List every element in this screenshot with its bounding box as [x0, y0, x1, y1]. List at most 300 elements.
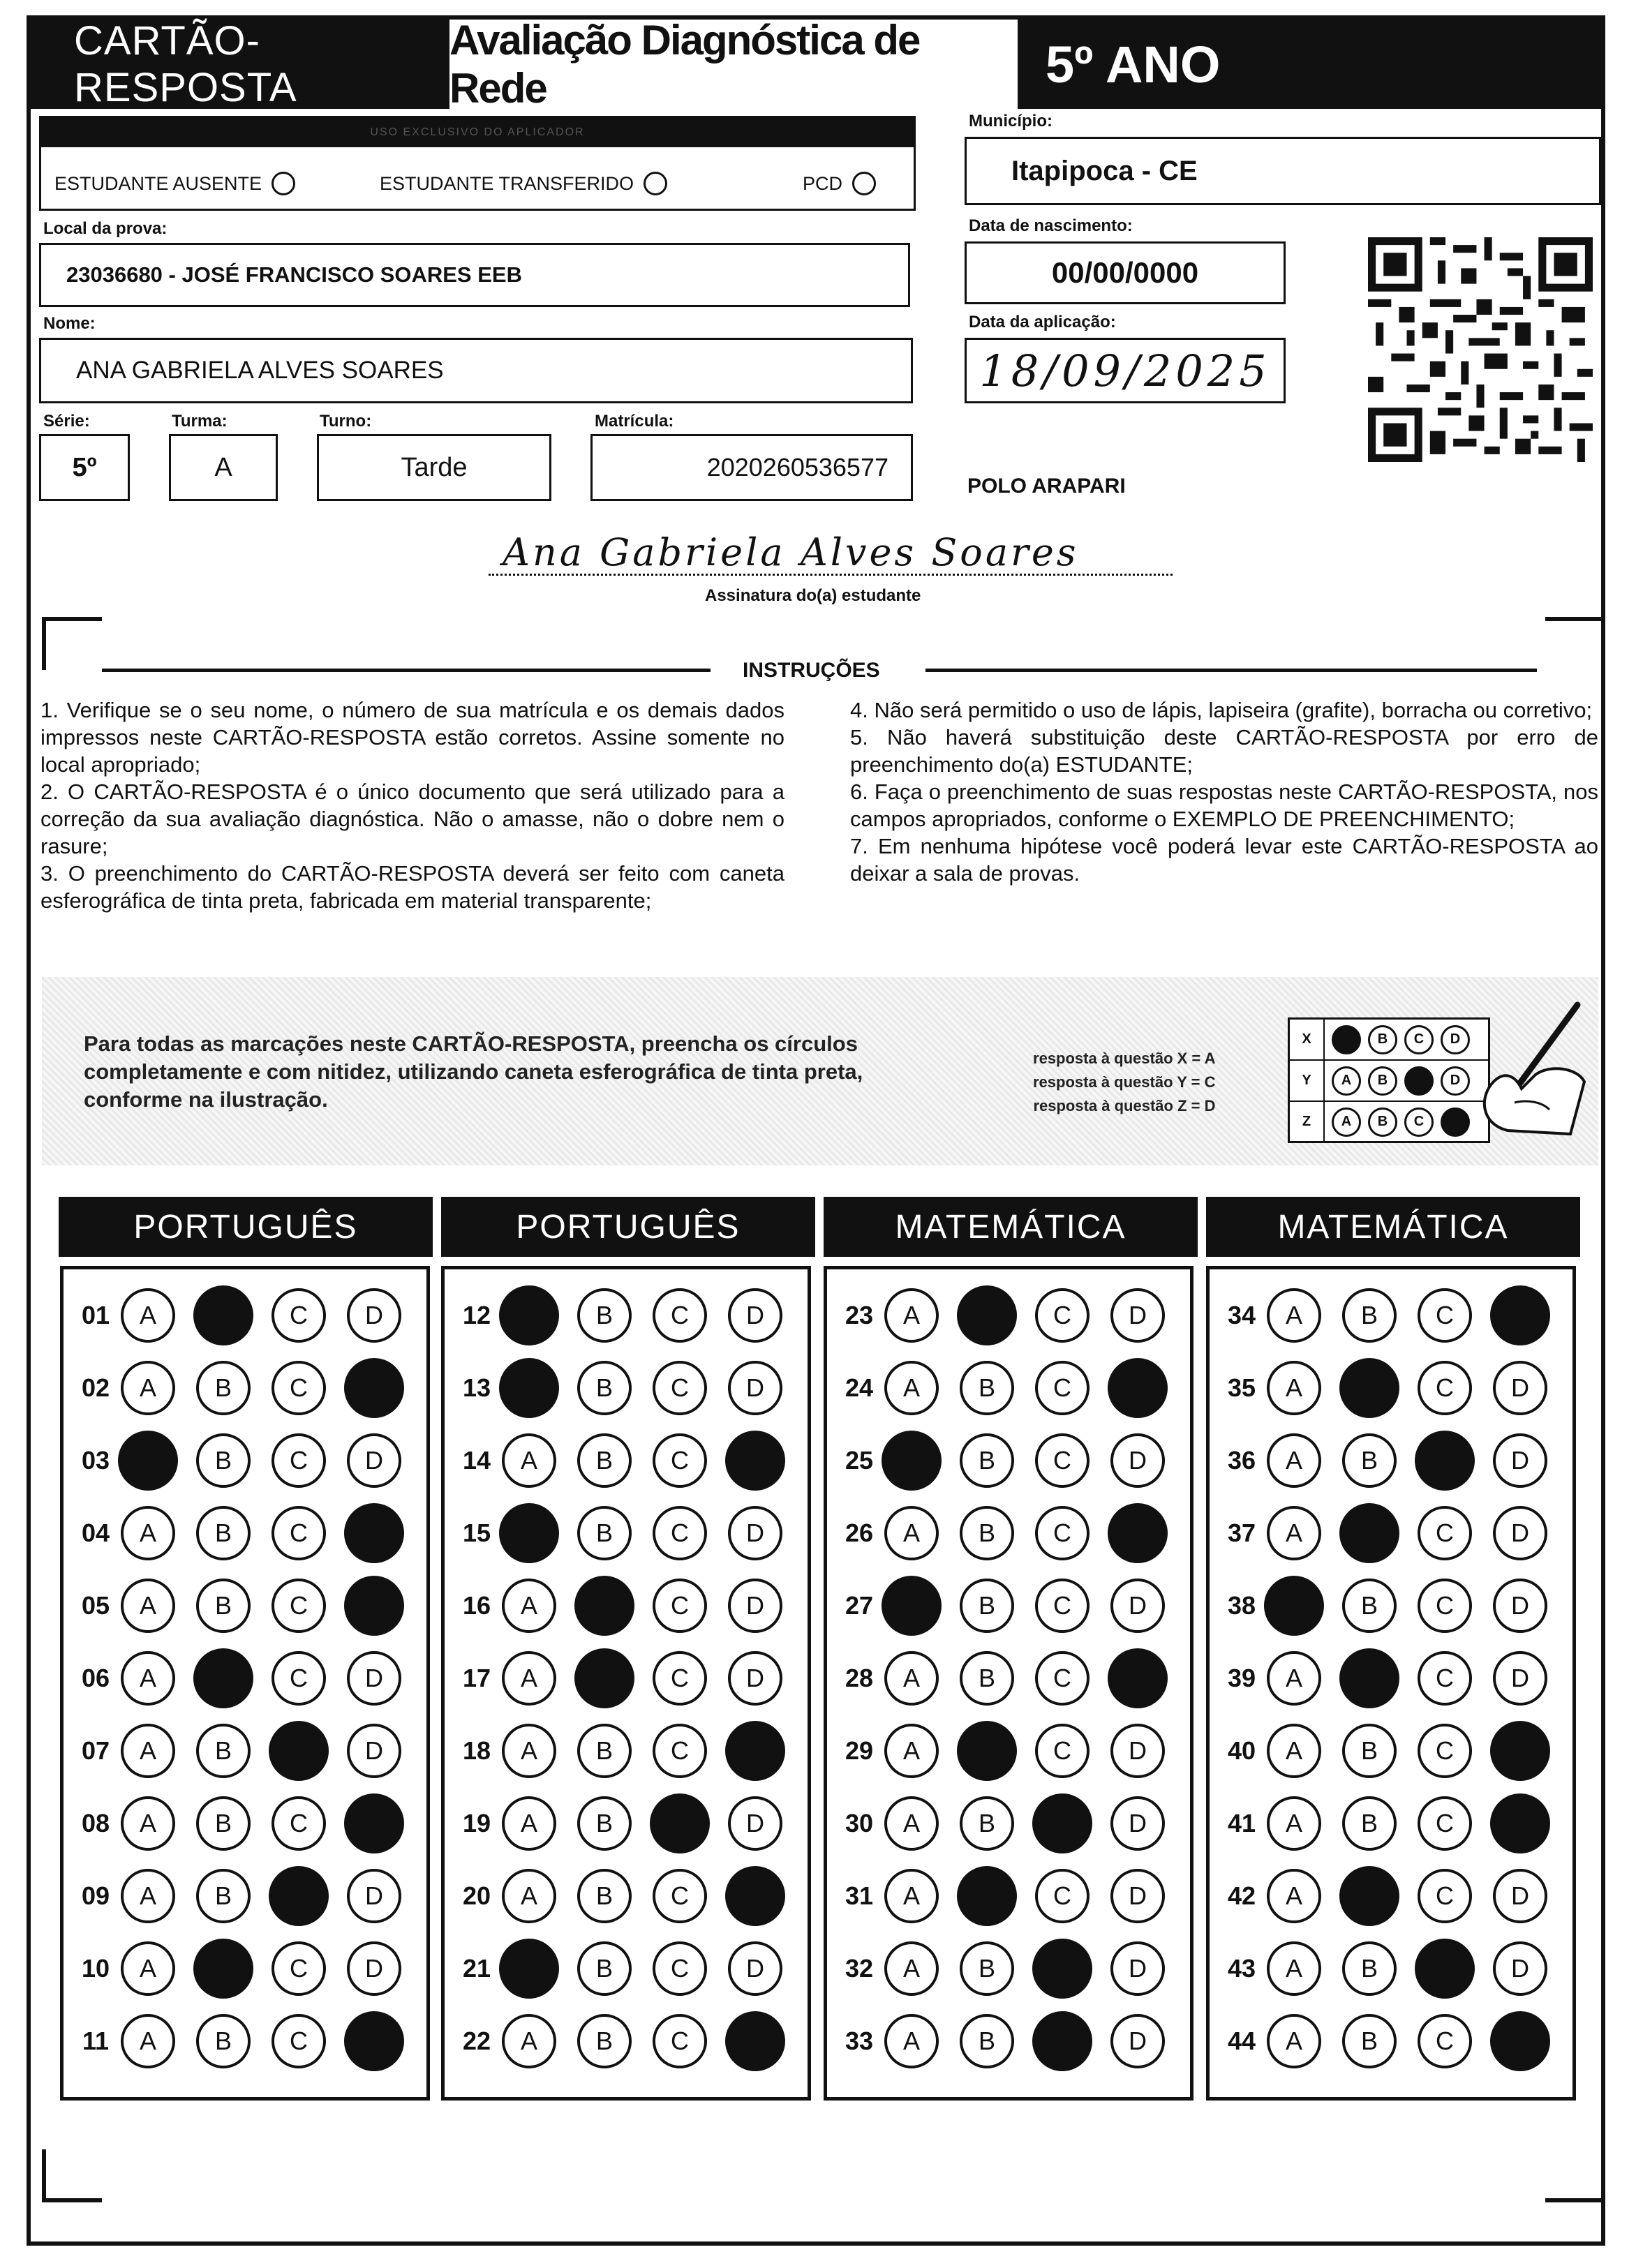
example-grid	[1288, 1017, 1490, 1143]
answer-bubble-d[interactable]: D	[347, 1288, 401, 1343]
exam-title: Avaliação Diagnóstica de Rede	[449, 20, 1018, 109]
answer-bubble-c[interactable]: C	[653, 1288, 707, 1343]
question-number: 27	[845, 1591, 874, 1620]
question-row	[64, 1715, 426, 1787]
answer-bubble-c[interactable]: C	[653, 1651, 707, 1706]
answer-bubble-c[interactable]: C	[272, 1579, 326, 1633]
example-text: Para todas as marcações neste CARTÃO-RESPOSTA, preencha os círculos completamente e com nitidez, utilizando caneta esferográfica de tinta preta, conforme na ilustração.	[84, 1031, 863, 1112]
answer-bubble-c[interactable]: C	[1418, 1724, 1472, 1778]
answer-bubble-d[interactable]: D	[1110, 1724, 1165, 1778]
answer-bubble-a[interactable]: A	[502, 2014, 556, 2068]
answer-bubble-a[interactable]: A	[502, 1869, 556, 1923]
question-row	[1210, 1715, 1572, 1787]
answer-bubble-d[interactable]: D	[347, 1433, 401, 1488]
answer-bubble-b[interactable]: B	[196, 1796, 251, 1851]
question-row	[64, 1932, 426, 2005]
question-row	[1210, 1932, 1572, 2005]
turno-field: Tarde	[317, 434, 551, 501]
answer-bubble-d[interactable]: D	[344, 1793, 404, 1853]
answer-bubble-a[interactable]: A	[1267, 1361, 1321, 1415]
question-row	[64, 1279, 426, 1352]
example-legend	[1033, 1047, 1215, 1118]
example-legend-x: resposta à questão X = A	[1033, 1050, 1216, 1067]
answer-bubble-b[interactable]: B	[193, 1648, 253, 1708]
answer-bubble-b[interactable]: B	[1342, 1579, 1397, 1633]
question-number: 39	[1227, 1664, 1256, 1692]
instruction-4: 4. Não será permitido o uso de lápis, lapiseira (grafite), borracha ou corretivo;	[850, 698, 1593, 722]
answer-bubble-d[interactable]: D	[344, 1576, 404, 1636]
question-number: 23	[845, 1301, 874, 1329]
answer-bubble-a[interactable]: A	[884, 1361, 939, 1415]
nome-label: Nome:	[43, 314, 96, 333]
answer-bubble-c[interactable]: C	[272, 1506, 326, 1560]
answer-bubble-c[interactable]: C	[272, 1796, 326, 1851]
answer-bubble-a[interactable]: A	[121, 2014, 175, 2068]
example-question: X	[1290, 1020, 1325, 1059]
question-row	[827, 2005, 1190, 2077]
question-number: 31	[845, 1881, 874, 1910]
question-row	[827, 1860, 1190, 1932]
answer-bubble-b[interactable]: B	[577, 1288, 632, 1343]
answer-bubble-a[interactable]: A	[502, 1651, 556, 1706]
question-number: 43	[1227, 1954, 1256, 1983]
answer-bubble-d[interactable]: D	[1493, 1579, 1547, 1633]
answer-bubble-d[interactable]: D	[1490, 1793, 1550, 1853]
answer-bubble-c[interactable]: C	[653, 1506, 707, 1560]
answer-bubble-a[interactable]: A	[502, 1433, 556, 1488]
answer-bubble-a[interactable]: A	[884, 1941, 939, 1996]
answer-bubble-d[interactable]: D	[1493, 1941, 1547, 1996]
question-number: 34	[1227, 1301, 1256, 1329]
answer-bubble-d[interactable]: D	[728, 1506, 782, 1560]
question-row	[1210, 2005, 1572, 2077]
answer-bubble-d[interactable]: D	[728, 1941, 782, 1996]
answer-bubble-a[interactable]: A	[884, 2014, 939, 2068]
answer-bubble-b[interactable]: B	[1342, 1724, 1397, 1778]
answer-bubble-a[interactable]: A	[502, 1796, 556, 1851]
question-row	[827, 1424, 1190, 1497]
question-number: 09	[81, 1881, 110, 1910]
question-row	[445, 1642, 808, 1715]
question-number: 36	[1227, 1446, 1256, 1475]
answer-bubble-a[interactable]: A	[499, 1503, 559, 1563]
answer-bubble-b[interactable]: B	[960, 1796, 1014, 1851]
answer-bubble-b[interactable]: B	[1342, 1796, 1397, 1851]
answer-bubble-a[interactable]: A	[1267, 1724, 1321, 1778]
answer-bubble-b[interactable]: B	[1342, 1433, 1397, 1488]
answer-bubble-b[interactable]: B	[1342, 1941, 1397, 1996]
question-row	[445, 1715, 808, 1787]
question-row	[827, 1279, 1190, 1352]
answer-bubble-c[interactable]: C	[1418, 1579, 1472, 1633]
answer-bubble-c[interactable]: C	[272, 1433, 326, 1488]
answer-bubble-d[interactable]: D	[1490, 1721, 1550, 1781]
question-row	[1210, 1497, 1572, 1569]
signature-line	[489, 574, 1173, 576]
answer-bubble-c[interactable]: C	[1035, 1651, 1090, 1706]
question-number: 25	[845, 1446, 874, 1475]
question-number: 11	[82, 2027, 110, 2055]
answer-bubble-d[interactable]: D	[347, 1651, 401, 1706]
instruction-5: 5. Não haverá substituição deste CARTÃO-RESPOSTA por erro de preenchimento do(a) ESTUDANTE;	[850, 725, 1598, 777]
answer-bubble-a[interactable]: A	[1267, 1869, 1321, 1923]
answer-bubble-c[interactable]: C	[1035, 1724, 1090, 1778]
question-row	[64, 1424, 426, 1497]
example-bubble-b: B	[1368, 1025, 1397, 1054]
answer-bubble-b[interactable]: B	[577, 1433, 632, 1488]
answer-bubble-a[interactable]: A	[1267, 1433, 1321, 1488]
answer-bubble-d[interactable]: D	[1108, 1503, 1168, 1563]
answer-bubble-b[interactable]: B	[196, 1869, 251, 1923]
answer-bubble-c[interactable]: C	[653, 1433, 707, 1488]
answer-bubble-d[interactable]: D	[725, 1721, 785, 1781]
qr-code	[1368, 237, 1593, 462]
answer-bubble-b[interactable]: B	[577, 1941, 632, 1996]
example-bubble-d: D	[1441, 1066, 1470, 1096]
answer-bubble-a[interactable]: A	[502, 1579, 556, 1633]
serie-field: 5º	[39, 434, 130, 501]
answer-bubble-a[interactable]: A	[121, 1288, 175, 1343]
answer-bubble-b[interactable]: B	[196, 1361, 251, 1415]
answer-bubble-c[interactable]: C	[1418, 1361, 1472, 1415]
handwritten-signature: Ana Gabriela Alves Soares	[503, 530, 1079, 574]
example-question: Z	[1290, 1102, 1325, 1142]
answer-bubble-b[interactable]: B	[960, 1579, 1014, 1633]
answer-bubble-a[interactable]: A	[1267, 1796, 1321, 1851]
answer-bubble-c[interactable]: C	[1415, 1939, 1475, 1999]
question-number: 03	[81, 1446, 110, 1475]
question-row	[445, 1424, 808, 1497]
question-row	[1210, 1279, 1572, 1352]
answer-bubble-c[interactable]: C	[653, 1724, 707, 1778]
answer-bubble-b[interactable]: B	[957, 1285, 1017, 1345]
answer-bubble-b[interactable]: B	[574, 1576, 634, 1636]
answer-bubble-c[interactable]: C	[272, 1288, 326, 1343]
answer-bubble-c[interactable]: C	[653, 1579, 707, 1633]
question-number: 21	[462, 1954, 491, 1983]
section-header-4: MATEMÁTICA	[1206, 1197, 1580, 1257]
answer-bubble-b[interactable]: B	[196, 1579, 251, 1633]
turma-field: A	[169, 434, 278, 501]
answer-bubble-c[interactable]: C	[1035, 1361, 1090, 1415]
answer-bubble-a[interactable]: A	[121, 1361, 175, 1415]
question-row	[445, 1497, 808, 1569]
instruction-7: 7. Em nenhuma hipótese você poderá levar este CARTÃO-RESPOSTA ao deixar a sala de provas.	[850, 834, 1598, 886]
grade-title: 5º ANO	[1018, 20, 1601, 109]
instruction-2: 2. O CARTÃO-RESPOSTA é o único documento que será utilizado para a correção da sua avaliação diagnóstica. Não o amasse, não o dobre nem o rasure;	[40, 779, 784, 858]
answer-bubble-d[interactable]: D	[347, 1941, 401, 1996]
question-row	[64, 1497, 426, 1569]
absent-option[interactable]	[54, 172, 295, 195]
answer-bubble-c[interactable]: C	[1418, 1796, 1472, 1851]
answer-bubble-b[interactable]: B	[957, 1866, 1017, 1926]
question-number: 08	[81, 1809, 110, 1837]
pcd-option[interactable]	[803, 172, 876, 195]
answer-bubble-a[interactable]: A	[1267, 2014, 1321, 2068]
answer-bubble-a[interactable]: A	[121, 1724, 175, 1778]
answer-grid-3	[824, 1266, 1193, 2101]
answer-bubble-b[interactable]: B	[193, 1285, 253, 1345]
answer-bubble-a[interactable]: A	[1264, 1576, 1324, 1636]
answer-bubble-a[interactable]: A	[1267, 1506, 1321, 1560]
instructions-rule-right	[925, 669, 1537, 672]
corner-mark-top-left	[42, 617, 102, 670]
question-number: 13	[462, 1373, 491, 1402]
answer-bubble-b[interactable]: B	[577, 1506, 632, 1560]
answer-bubble-a[interactable]: A	[121, 1869, 175, 1923]
answer-bubble-a[interactable]: A	[121, 1506, 175, 1560]
answer-bubble-a[interactable]: A	[882, 1431, 942, 1491]
answer-bubble-d[interactable]: D	[1110, 1941, 1165, 1996]
question-row	[827, 1787, 1190, 1860]
answer-bubble-c[interactable]: C	[269, 1721, 329, 1781]
answer-bubble-d[interactable]: D	[728, 1651, 782, 1706]
local-field: 23036680 - JOSÉ FRANCISCO SOARES EEB	[39, 243, 910, 307]
answer-bubble-c[interactable]: C	[1035, 1288, 1090, 1343]
absent-radio[interactable]	[272, 172, 295, 195]
answer-bubble-a[interactable]: A	[884, 1869, 939, 1923]
answer-bubble-d[interactable]: D	[1108, 1358, 1168, 1418]
answer-bubble-b[interactable]: B	[196, 1433, 251, 1488]
question-number: 04	[81, 1519, 110, 1547]
nascimento-label: Data de nascimento:	[969, 216, 1133, 235]
transferred-label: ESTUDANTE TRANSFERIDO	[380, 172, 634, 194]
answer-bubble-d[interactable]: D	[725, 1866, 785, 1926]
answer-bubble-b[interactable]: B	[957, 1721, 1017, 1781]
answer-bubble-b[interactable]: B	[193, 1939, 253, 1999]
answer-bubble-c[interactable]: C	[272, 1651, 326, 1706]
question-number: 24	[845, 1373, 874, 1402]
answer-bubble-d[interactable]: D	[728, 1796, 782, 1851]
question-number: 15	[462, 1519, 491, 1547]
answer-bubble-b[interactable]: B	[1342, 2014, 1397, 2068]
answer-bubble-a[interactable]: A	[121, 1579, 175, 1633]
answer-bubble-b[interactable]: B	[960, 1941, 1014, 1996]
instruction-3: 3. O preenchimento do CARTÃO-RESPOSTA deverá ser feito com caneta esferográfica de tinta preta, fabricada em material transparente;	[40, 861, 784, 913]
answer-bubble-d[interactable]: D	[344, 1358, 404, 1418]
aplicacao-label: Data da aplicação:	[969, 313, 1116, 331]
answer-bubble-c[interactable]: C	[1032, 1939, 1092, 1999]
municipio-field: Itapipoca - CE	[965, 137, 1601, 205]
answer-bubble-b[interactable]: B	[196, 1506, 251, 1560]
answer-bubble-c[interactable]: C	[1032, 2011, 1092, 2071]
nome-field: ANA GABRIELA ALVES SOARES	[39, 338, 913, 403]
example-bubble-a: A	[1332, 1066, 1361, 1096]
answer-bubble-c[interactable]: C	[272, 1941, 326, 1996]
answer-bubble-d[interactable]: D	[1493, 1361, 1547, 1415]
question-number: 40	[1227, 1736, 1256, 1765]
question-row	[1210, 1569, 1572, 1642]
example-bubble-c: C	[1404, 1025, 1434, 1054]
example-bubble-a: A	[1332, 1107, 1361, 1137]
answer-bubble-d[interactable]: D	[347, 1869, 401, 1923]
answer-bubble-a[interactable]: A	[882, 1576, 942, 1636]
question-row	[445, 1787, 808, 1860]
answer-bubble-b[interactable]: B	[1339, 1358, 1399, 1418]
answer-bubble-b[interactable]: B	[1339, 1866, 1399, 1926]
answer-bubble-c[interactable]: C	[272, 2014, 326, 2068]
answer-bubble-b[interactable]: B	[960, 1433, 1014, 1488]
example-bubble-b: B	[1368, 1066, 1397, 1096]
answer-bubble-b[interactable]: B	[577, 1724, 632, 1778]
answer-bubble-b[interactable]: B	[577, 1361, 632, 1415]
example-bubble-c: C	[1404, 1066, 1434, 1096]
question-row	[445, 1932, 808, 2005]
question-number: 14	[462, 1446, 491, 1475]
answer-bubble-a[interactable]: A	[121, 1941, 175, 1996]
instructions-right	[850, 696, 1598, 887]
answer-bubble-d[interactable]: D	[347, 1724, 401, 1778]
answer-bubble-b[interactable]: B	[960, 1506, 1014, 1560]
transferred-option[interactable]	[380, 172, 667, 195]
question-row	[445, 1279, 808, 1352]
question-number: 06	[81, 1664, 110, 1692]
answer-bubble-d[interactable]: D	[1110, 1579, 1165, 1633]
answer-bubble-c[interactable]: C	[269, 1866, 329, 1926]
pcd-radio[interactable]	[852, 172, 876, 195]
answer-bubble-b[interactable]: B	[577, 1796, 632, 1851]
answer-bubble-d[interactable]: D	[725, 2011, 785, 2071]
instructions-rule-left	[102, 669, 711, 672]
question-number: 12	[462, 1301, 491, 1329]
answer-bubble-a[interactable]: A	[1267, 1288, 1321, 1343]
question-number: 38	[1227, 1591, 1256, 1620]
question-row	[827, 1932, 1190, 2005]
answer-bubble-b[interactable]: B	[1342, 1288, 1397, 1343]
answer-bubble-c[interactable]: C	[1418, 1651, 1472, 1706]
instruction-1: 1. Verifique se o seu nome, o número de sua matrícula e os demais dados impressos neste CARTÃO-RESPOSTA estão corretos. Assine somente no local apropriado;	[40, 698, 784, 777]
answer-bubble-b[interactable]: B	[960, 1651, 1014, 1706]
answer-bubble-c[interactable]: C	[653, 1361, 707, 1415]
answer-bubble-b[interactable]: B	[1339, 1648, 1399, 1708]
answer-bubble-b[interactable]: B	[577, 1869, 632, 1923]
answer-bubble-a[interactable]: A	[121, 1651, 175, 1706]
answer-bubble-d[interactable]: D	[1108, 1648, 1168, 1708]
answer-bubble-a[interactable]: A	[884, 1651, 939, 1706]
answer-bubble-a[interactable]: A	[884, 1288, 939, 1343]
answer-bubble-d[interactable]: D	[1110, 1433, 1165, 1488]
section-header-3: MATEMÁTICA	[824, 1197, 1198, 1257]
signature-caption: Assinatura do(a) estudante	[705, 586, 921, 605]
answer-bubble-d[interactable]: D	[1490, 2011, 1550, 2071]
answer-bubble-c[interactable]: C	[1418, 2014, 1472, 2068]
answer-bubble-b[interactable]: B	[1339, 1503, 1399, 1563]
example-bubble-d: D	[1441, 1107, 1470, 1137]
local-label: Local da prova:	[43, 219, 168, 238]
corner-mark-bottom-right	[1545, 2149, 1605, 2202]
turma-label: Turma:	[172, 412, 228, 431]
answer-bubble-a[interactable]: A	[499, 1939, 559, 1999]
question-number: 20	[462, 1881, 491, 1910]
answer-bubble-c[interactable]: C	[1415, 1431, 1475, 1491]
answer-bubble-c[interactable]: C	[1035, 1506, 1090, 1560]
answer-bubble-b[interactable]: B	[196, 1724, 251, 1778]
answer-bubble-c[interactable]: C	[1418, 1869, 1472, 1923]
answer-bubble-d[interactable]: D	[1110, 1288, 1165, 1343]
answer-bubble-d[interactable]: D	[728, 1579, 782, 1633]
answer-bubble-b[interactable]: B	[574, 1648, 634, 1708]
answer-bubble-a[interactable]: A	[1267, 1651, 1321, 1706]
question-number: 42	[1227, 1881, 1256, 1910]
answer-bubble-c[interactable]: C	[653, 1869, 707, 1923]
question-row	[1210, 1424, 1572, 1497]
example-legend-y: resposta à questão Y = C	[1033, 1073, 1216, 1091]
question-row	[64, 1642, 426, 1715]
question-number: 07	[81, 1736, 110, 1765]
answer-bubble-b[interactable]: B	[960, 2014, 1014, 2068]
answer-bubble-c[interactable]: C	[1418, 1288, 1472, 1343]
question-row	[64, 1569, 426, 1642]
answer-bubble-c[interactable]: C	[1035, 1433, 1090, 1488]
question-row	[64, 2005, 426, 2077]
answer-bubble-d[interactable]: D	[1493, 1869, 1547, 1923]
answer-bubble-d[interactable]: D	[344, 2011, 404, 2071]
answer-bubble-d[interactable]: D	[1493, 1506, 1547, 1560]
question-number: 19	[462, 1809, 491, 1837]
answer-bubble-d[interactable]: D	[1493, 1433, 1547, 1488]
answer-bubble-b[interactable]: B	[196, 2014, 251, 2068]
question-row	[445, 1569, 808, 1642]
answer-bubble-c[interactable]: C	[653, 1941, 707, 1996]
applicator-heading: USO EXCLUSIVO DO APLICADOR	[41, 118, 914, 147]
polo-label: POLO ARAPARI	[967, 475, 1126, 498]
question-number: 17	[462, 1664, 491, 1692]
example-bubble-a: A	[1332, 1025, 1361, 1054]
answer-bubble-a[interactable]: A	[884, 1796, 939, 1851]
answer-bubble-c[interactable]: C	[653, 2014, 707, 2068]
question-number: 02	[81, 1373, 110, 1402]
answer-bubble-a[interactable]: A	[499, 1285, 559, 1345]
question-row	[827, 1569, 1190, 1642]
answer-bubble-a[interactable]: A	[502, 1724, 556, 1778]
answer-bubble-d[interactable]: D	[1110, 1869, 1165, 1923]
answer-bubble-c[interactable]: C	[650, 1793, 710, 1853]
answer-grid-1	[60, 1266, 430, 2101]
answer-bubble-d[interactable]: D	[344, 1503, 404, 1563]
question-row	[1210, 1642, 1572, 1715]
answer-bubble-d[interactable]: D	[1490, 1285, 1550, 1345]
answer-bubble-c[interactable]: C	[1032, 1793, 1092, 1853]
answer-bubble-d[interactable]: D	[1493, 1651, 1547, 1706]
answer-bubble-d[interactable]: D	[728, 1361, 782, 1415]
answer-bubble-d[interactable]: D	[725, 1431, 785, 1491]
pcd-label: PCD	[803, 172, 843, 194]
answer-bubble-a[interactable]: A	[884, 1724, 939, 1778]
transferred-radio[interactable]	[644, 172, 667, 195]
answer-bubble-a[interactable]: A	[121, 1796, 175, 1851]
example-row	[1290, 1102, 1488, 1142]
question-row	[445, 2005, 808, 2077]
answer-bubble-a[interactable]: A	[499, 1358, 559, 1418]
answer-bubble-c[interactable]: C	[1418, 1506, 1472, 1560]
question-number: 05	[81, 1591, 110, 1620]
answer-bubble-b[interactable]: B	[960, 1361, 1014, 1415]
answer-bubble-a[interactable]: A	[1267, 1941, 1321, 1996]
answer-bubble-d[interactable]: D	[728, 1288, 782, 1343]
answer-bubble-c[interactable]: C	[1035, 1579, 1090, 1633]
instructions-left	[40, 696, 784, 914]
nascimento-field: 00/00/0000	[965, 241, 1286, 304]
answer-bubble-c[interactable]: C	[1035, 1869, 1090, 1923]
answer-bubble-b[interactable]: B	[577, 2014, 632, 2068]
answer-bubble-d[interactable]: D	[1110, 1796, 1165, 1851]
answer-bubble-c[interactable]: C	[272, 1361, 326, 1415]
absent-label: ESTUDANTE AUSENTE	[54, 172, 262, 194]
matricula-label: Matrícula:	[595, 412, 674, 431]
answer-bubble-d[interactable]: D	[1110, 2014, 1165, 2068]
answer-bubble-a[interactable]: A	[884, 1506, 939, 1560]
answer-bubble-a[interactable]: A	[118, 1431, 178, 1491]
